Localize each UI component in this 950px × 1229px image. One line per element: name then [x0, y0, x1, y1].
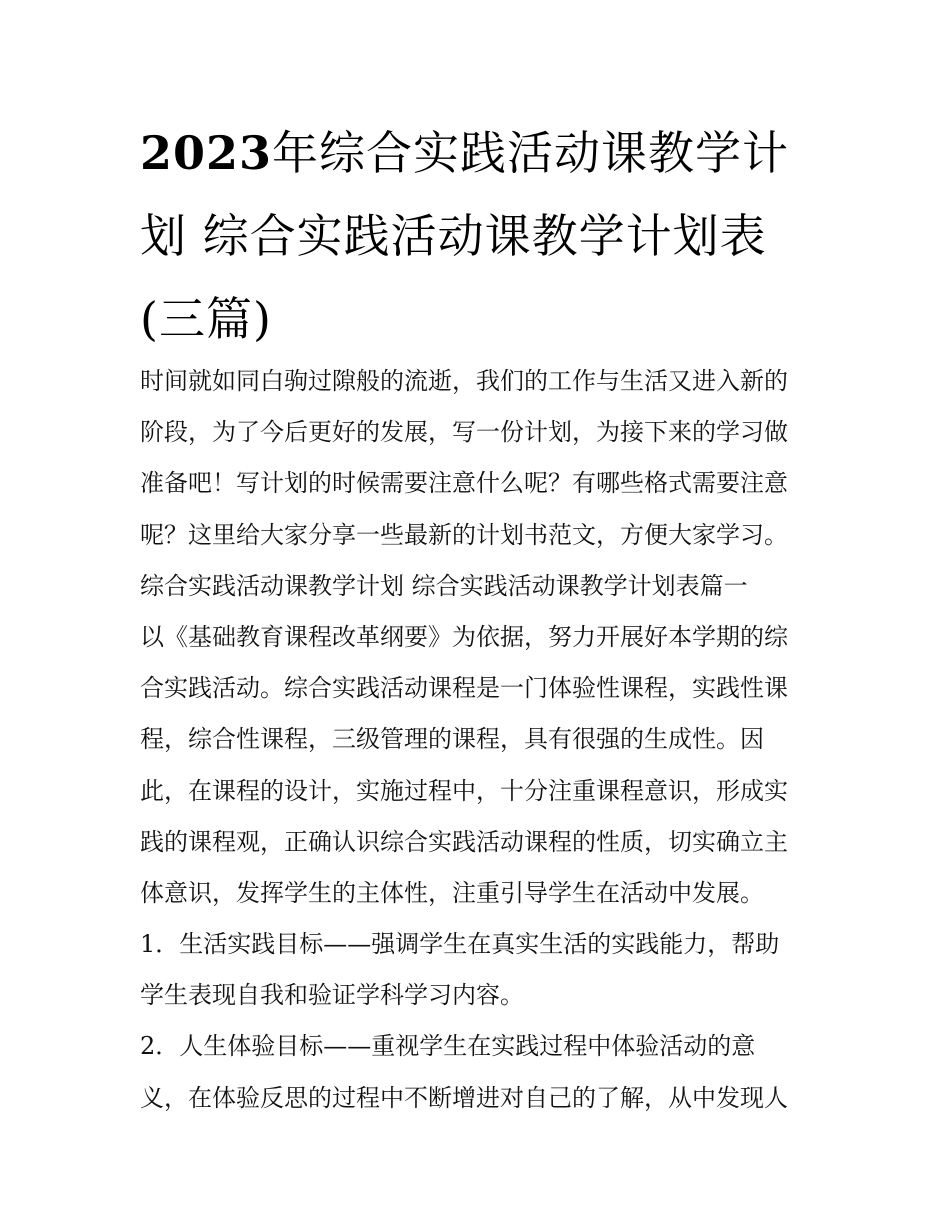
- body-line-para-5: 践的课程观，正确认识综合实践活动课程的性质，切实确立主: [140, 827, 788, 856]
- body-line-intro-3: 准备吧！写计划的时候需要注意什么呢？有哪些格式需要注意: [140, 469, 788, 498]
- body-line-intro-2: 阶段，为了今后更好的发展，写一份计划，为接下来的学习做: [140, 418, 788, 447]
- body-line-para-1: 以《基础教育课程改革纲要》为依据，努力开展好本学期的综: [140, 622, 788, 651]
- title-line-2: 划 综合实践活动课教学计划表: [140, 209, 767, 263]
- body-line-intro-1: 时间就如同白驹过隙般的流逝，我们的工作与生活又进入新的: [140, 367, 788, 395]
- title-line-1-rest: 年综合实践活动课教学计: [272, 126, 790, 180]
- title-year: 2023: [140, 126, 273, 180]
- document-title: [140, 112, 820, 361]
- list-item-1-line-1: 1．生活实践目标——强调学生在真实生活的实践能力，帮助: [140, 930, 780, 959]
- list-item-1-line-2: 学生表现自我和验证学科学习内容。: [140, 981, 524, 1010]
- body-line-para-6: 体意识，发挥学生的主体性，注重引导学生在活动中发展。: [140, 878, 764, 907]
- title-line-3: (三篇): [140, 292, 272, 346]
- list-item-2-line-2: 义，在体验反思的过程中不断增进对自己的了解，从中发现人: [140, 1083, 788, 1112]
- body-line-para-4: 此，在课程的设计，实施过程中，十分注重课程意识，形成实: [140, 776, 788, 805]
- body-line-intro-4: 呢？这里给大家分享一些最新的计划书范文，方便大家学习。: [140, 520, 788, 549]
- document-body: [140, 356, 820, 1124]
- list-item-2-line-1: 2．人生体验目标——重视学生在实践过程中体验活动的意: [140, 1032, 756, 1061]
- title-line-1: [140, 112, 820, 195]
- body-line-para-3: 程，综合性课程，三级管理的课程，具有很强的生成性。因: [140, 725, 764, 754]
- section-heading: 综合实践活动课教学计划 综合实践活动课教学计划表篇一: [140, 571, 748, 600]
- body-line-para-2: 合实践活动。综合实践活动课程是一门体验性课程，实践性课: [140, 674, 788, 703]
